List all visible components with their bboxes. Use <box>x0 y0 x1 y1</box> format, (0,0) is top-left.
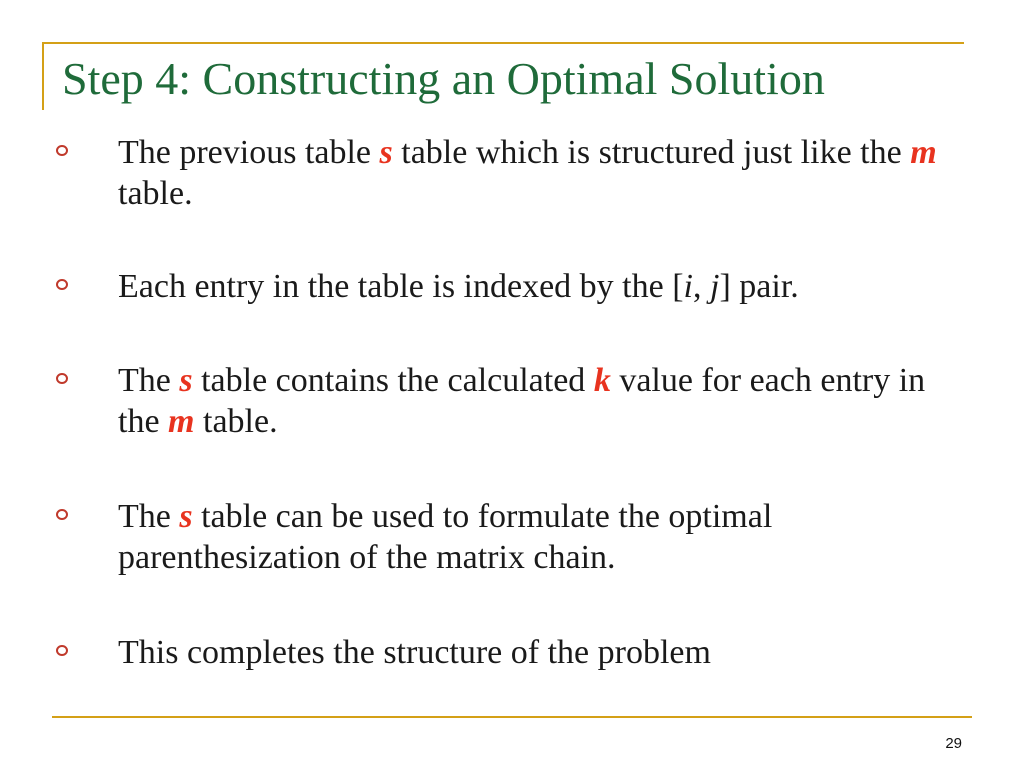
text-segment: The previous table <box>118 134 380 171</box>
bullet-text <box>118 132 938 214</box>
bullet-text <box>118 632 938 673</box>
slide-title: Step 4: Constructing an Optimal Solution <box>62 53 825 104</box>
text-segment: This completes the structure of the problem <box>118 634 711 671</box>
text-segment: table which is structured just like the <box>392 134 911 171</box>
highlighted-variable: s <box>179 498 193 535</box>
left-accent-line <box>42 42 44 110</box>
text-segment: , <box>693 268 710 305</box>
bullet-marker-icon <box>56 645 68 656</box>
bullet-text <box>118 360 938 442</box>
text-segment: The <box>118 362 180 399</box>
text-segment: table. <box>194 403 278 440</box>
text-segment: Each entry in the table is indexed by the [ <box>118 268 684 305</box>
highlighted-variable: k <box>593 362 611 399</box>
bullet-text <box>118 266 938 307</box>
highlighted-variable: m <box>168 403 195 440</box>
highlighted-variable: m <box>910 134 937 171</box>
text-segment: ] pair. <box>719 268 799 305</box>
italic-variable: i <box>683 268 693 305</box>
bottom-accent-line <box>52 716 972 718</box>
bullet-marker-icon <box>56 145 68 156</box>
text-segment: table can be used to formulate the optimal parenthesization of the matrix chain. <box>118 498 773 576</box>
text-segment: table contains the calculated <box>192 362 594 399</box>
highlighted-variable: s <box>379 134 393 171</box>
bullet-text <box>118 496 938 578</box>
bullet-marker-icon <box>56 373 68 384</box>
text-segment: The <box>118 498 180 535</box>
text-segment: table. <box>118 175 193 212</box>
top-accent-line <box>42 42 964 44</box>
highlighted-variable: s <box>179 362 193 399</box>
italic-variable: j <box>710 268 720 305</box>
text-segment: value for each entry in the <box>118 362 926 440</box>
bullet-marker-icon <box>56 509 68 520</box>
page-number: 29 <box>945 735 962 752</box>
bullet-marker-icon <box>56 279 68 290</box>
